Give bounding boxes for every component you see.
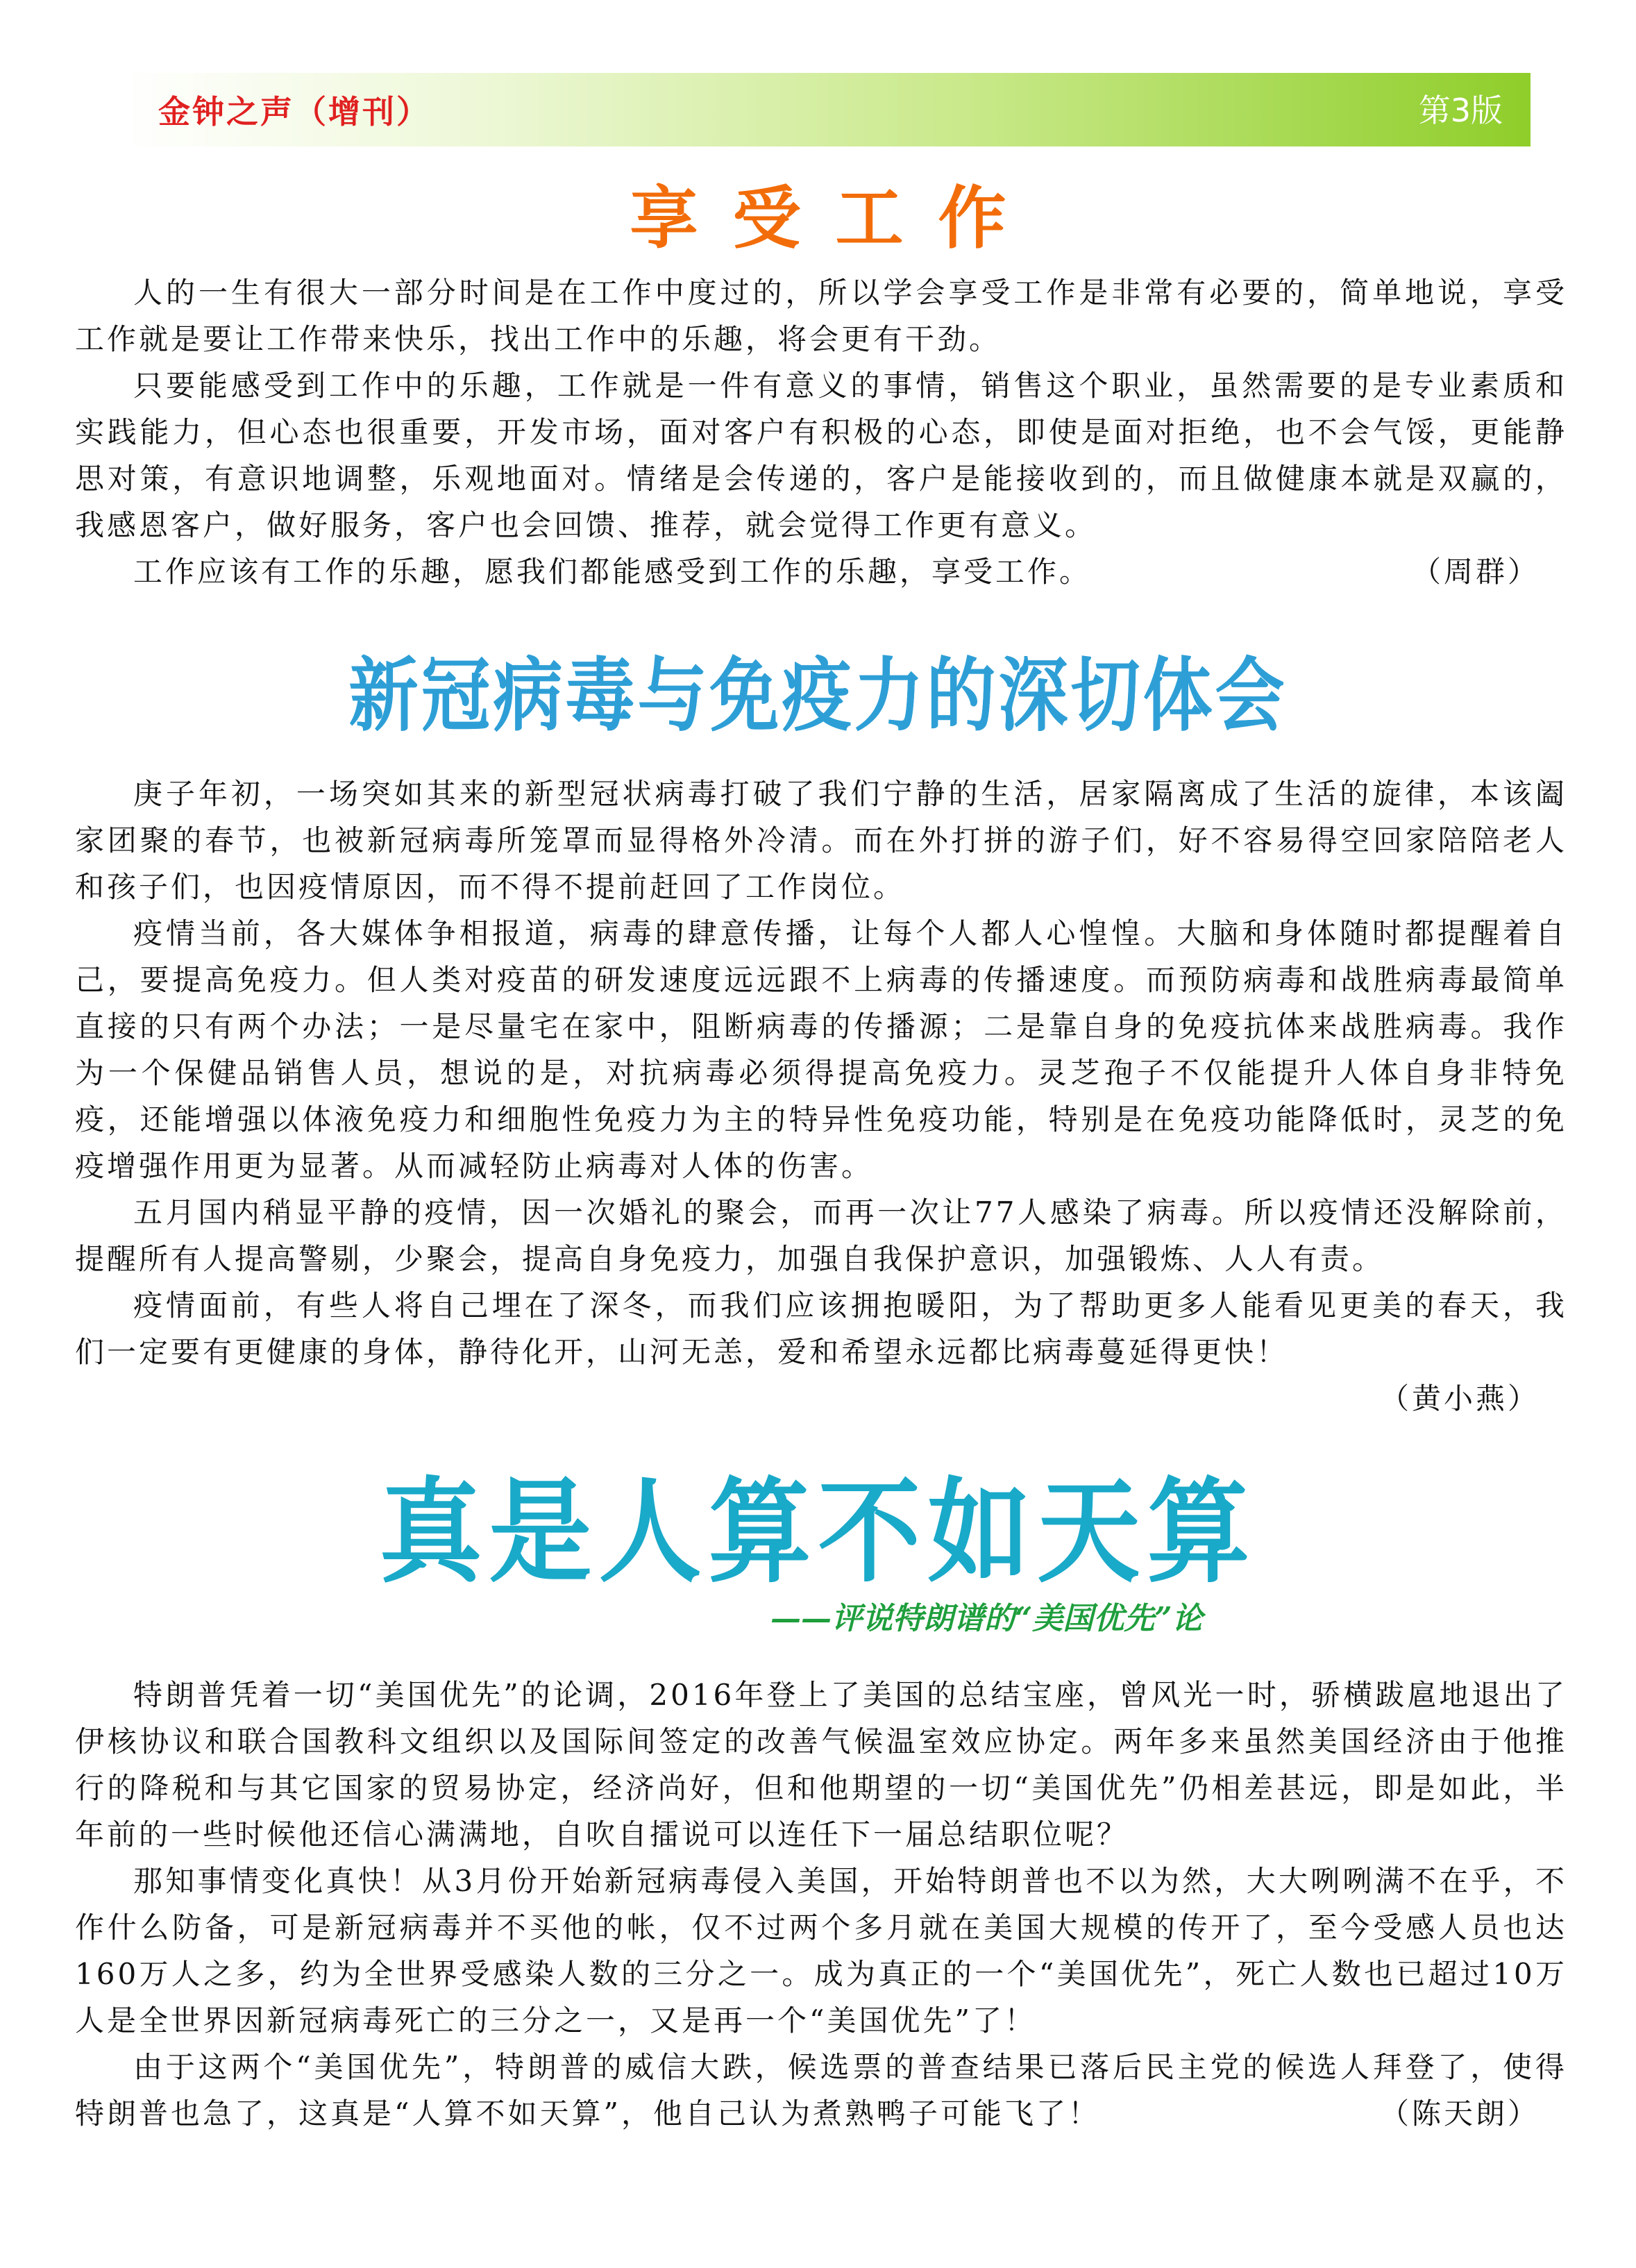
article3-paragraph: 那知事情变化真快！从3月份开始新冠病毒侵入美国，开始特朗普也不以为然，大大咧咧满不在乎，不作什么防备，可是新冠病毒并不买他的帐，仅不过两个多月就在美国大规模的传开了，至今受感人员也达160万人之多，约为全世界受感染人数的三分之一。成为真正的一个“美国优先”，死亡人数也已超过10万人是全世界因新冠病毒死亡的三分之一，又是再一个“美国优先”了！ bbox=[75, 1864, 1567, 2038]
article3-author: （陈天朗） bbox=[1379, 2097, 1540, 2131]
article3-paragraph-text: 由于这两个“美国优先”，特朗普的威信大跌，候选票的普查结果已落后民主党的候选人拜登了，使得特朗普也急了，这真是“人算不如天算”，他自己认为煮熟鸭子可能飞了！ bbox=[75, 2050, 1567, 2131]
article2-author: （黄小燕） bbox=[1379, 1381, 1540, 1416]
article2-title: 新冠病毒与免疫力的深切体会 bbox=[348, 648, 1288, 743]
article2-paragraph: 疫情面前，有些人将自己埋在了深冬，而我们应该拥抱暖阳，为了帮助更多人能看见更美的春天，我们一定要有更健康的身体，静待化开，山河无恙，爱和希望永远都比病毒蔓延得更快！ bbox=[75, 1288, 1567, 1369]
article2-paragraph: 庚子年初，一场突如其来的新型冠状病毒打破了我们宁静的生活，居家隔离成了生活的旋律，本该阖家团聚的春节，也被新冠病毒所笼罩而显得格外冷清。而在外打拼的游子们，好不容易得空回家陪陪老人和孩子们，也因疫情原因，而不得不提前赶回了工作岗位。 bbox=[75, 777, 1567, 904]
article3-body bbox=[75, 1672, 1567, 2137]
article1-title: 享受工作 bbox=[630, 179, 1041, 258]
article3-subtitle: ——评说特朗谱的“美国优先”论 bbox=[770, 1601, 1203, 1636]
article1-body bbox=[75, 269, 1567, 595]
publication-name: 金钟之声（增刊） bbox=[158, 93, 430, 131]
article1-paragraph-text: 工作应该有工作的乐趣，愿我们都能感受到工作的乐趣，享受工作。 bbox=[133, 555, 1092, 589]
article1-author: （周群） bbox=[1411, 555, 1540, 589]
article3-paragraph: 特朗普凭着一切“美国优先”的论调，2016年登上了美国的总结宝座，曾风光一时，骄横跋扈地退出了伊核协议和联合国教科文组织以及国际间签定的改善气候温室效应协定。两年多来虽然美国经济由于他推行的降税和与其它国家的贸易协定，经济尚好，但和他期望的一切“美国优先”仍相差甚远，即是如此，半年前的一些时候他还信心满满地，自吹自擂说可以连任下一届总结职位呢？ bbox=[75, 1678, 1567, 1851]
article3-paragraph bbox=[75, 2044, 1567, 2137]
header-bar bbox=[118, 73, 1530, 146]
article3-title: 真是人算不如天算 bbox=[379, 1466, 1257, 1598]
article2-paragraph: 疫情当前，各大媒体争相报道，病毒的肆意传播，让每个人都人心惶惶。大脑和身体随时都提醒着自己，要提高免疫力。但人类对疫苗的研发速度远远跟不上病毒的传播速度。而预防病毒和战胜病毒最简单直接的只有两个办法；一是尽量宅在家中，阻断病毒的传播源；二是靠自身的免疫抗体来战胜病毒。我作为一个保健品销售人员，想说的是，对抗病毒必须得提高免疫力。灵芝孢子不仅能提升人体自身非特免疫，还能增强以体液免疫力和细胞性免疫力为主的特异性免疫功能，特别是在免疫功能降低时，灵芝的免疫增强作用更为显著。从而减轻防止病毒对人体的伤害。 bbox=[75, 916, 1567, 1183]
article2-paragraph: 五月国内稍显平静的疫情，因一次婚礼的聚会，而再一次让77人感染了病毒。所以疫情还没解除前，提醒所有人提高警剔，少聚会，提高自身免疫力，加强自我保护意识，加强锻炼、人人有责。 bbox=[75, 1195, 1567, 1276]
article1-paragraph: 人的一生有很大一部分时间是在工作中度过的，所以学会享受工作是非常有必要的，简单地说，享受工作就是要让工作带来快乐，找出工作中的乐趣，将会更有干劲。 bbox=[75, 276, 1567, 356]
article1-paragraph: 只要能感受到工作中的乐趣，工作就是一件有意义的事情，销售这个职业，虽然需要的是专业素质和实践能力，但心态也很重要，开发市场，面对客户有积极的心态，即使是面对拒绝，也不会气馁，更能静思对策，有意识地调整，乐观地面对。情绪是会传递的，客户是能接收到的，而且做健康本就是双赢的，我感恩客户，做好服务，客户也会回馈、推荐，就会觉得工作更有意义。 bbox=[75, 369, 1567, 542]
page-number: 第3版 bbox=[1418, 92, 1503, 129]
article2-body bbox=[75, 771, 1567, 1422]
article1-paragraph bbox=[75, 548, 1567, 595]
